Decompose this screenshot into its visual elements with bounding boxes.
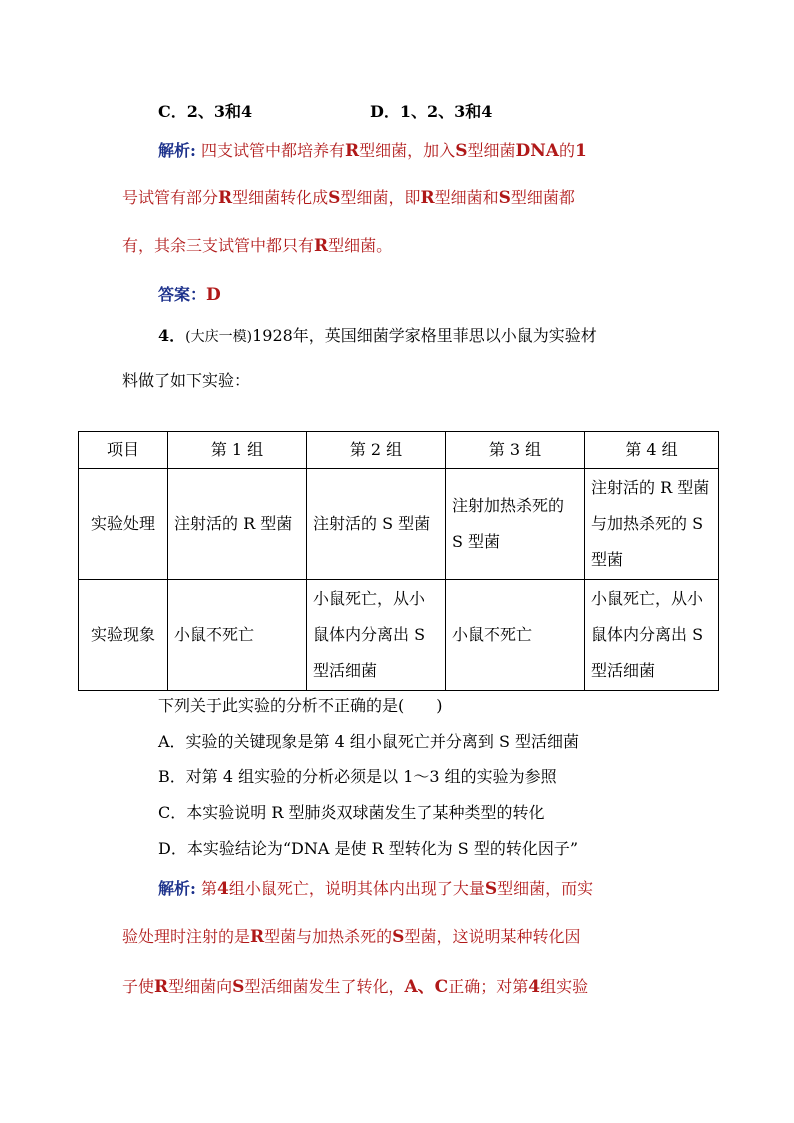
text-segment: 型细菌和 — [434, 188, 499, 207]
text-segment: S — [392, 927, 405, 947]
table-cell: 小鼠不死亡 — [168, 580, 307, 691]
text-segment: 子使 — [122, 977, 155, 996]
table-header-row — [79, 432, 719, 469]
table-cell: 小鼠不死亡 — [446, 580, 585, 691]
analysis1-label: 解析: — [158, 141, 196, 160]
analysis1-line2 — [122, 185, 575, 208]
text-segment: 有，其余三支试管中都只有 — [122, 236, 315, 255]
choice-a: A．实验的关键现象是第 4 组小鼠死亡并分离到 S 型活细菌 — [158, 732, 580, 751]
text-segment: 型菌与加热杀死的 — [264, 927, 393, 946]
table-cell: 注射活的 R 型菌 — [168, 469, 307, 580]
text-segment: 4 — [528, 977, 541, 997]
question4-text1: 1928年，英国细菌学家格里菲思以小鼠为实验材 — [252, 326, 597, 345]
text-segment: 型活细菌发生了转化， — [244, 977, 405, 996]
text-segment: R — [250, 927, 265, 947]
text-segment: DNA — [515, 141, 559, 161]
text-segment: S — [232, 977, 245, 997]
text-segment: 型细菌都 — [510, 188, 575, 207]
text-segment: S — [328, 188, 341, 208]
table-cell: 小鼠死亡，从小鼠体内分离出 S 型活细菌 — [307, 580, 446, 691]
text-segment: 正确；对第 — [448, 977, 529, 996]
text-segment: 1 — [574, 141, 587, 161]
text-segment: 第 — [201, 879, 218, 898]
experiment-table — [78, 431, 719, 691]
text-segment: S — [498, 188, 511, 208]
text-segment: R — [420, 188, 435, 208]
text-segment: 型细菌 — [467, 141, 516, 160]
analysis1-line3 — [122, 233, 392, 256]
choice-c: C．本实验说明 R 型肺炎双球菌发生了某种类型的转化 — [158, 803, 545, 822]
choice-b: B．对第 4 组实验的分析必须是以 1～3 组的实验为参照 — [158, 767, 557, 786]
text-segment: 组小鼠死亡，说明其体内出现了大量 — [228, 879, 485, 898]
table-cell: 实验现象 — [79, 580, 168, 691]
table-cell: 小鼠死亡，从小鼠体内分离出 S 型活细菌 — [585, 580, 719, 691]
text-segment: 型细菌向 — [168, 977, 233, 996]
answer1 — [158, 282, 221, 305]
analysis2-line3 — [122, 972, 588, 997]
answer1-label: 答案： — [158, 285, 207, 304]
table-header-cell: 第 1 组 — [168, 432, 307, 469]
text-segment: 四支试管中都培养有 — [201, 141, 346, 160]
question-stem: 下列关于此实验的分析不正确的是( ) — [158, 696, 443, 715]
table-header-cell: 项目 — [79, 432, 168, 469]
text-segment: 型细菌，而实 — [497, 879, 594, 898]
text-segment: 号试管有部分 — [122, 188, 219, 207]
table-header-cell: 第 3 组 — [446, 432, 585, 469]
table-cell: 注射加热杀死的 S 型菌 — [446, 469, 585, 580]
text-segment: R — [154, 977, 169, 997]
option-d: D．1、2、3和4 — [370, 102, 493, 121]
text-segment: 型细菌，即 — [340, 188, 421, 207]
text-segment: R — [345, 141, 360, 161]
table-cell: 注射活的 S 型菌 — [307, 469, 446, 580]
analysis2-label: 解析: — [158, 879, 196, 898]
question4-number: 4． — [158, 326, 186, 345]
question4-source: (大庆一模) — [185, 329, 253, 345]
text-segment: 型细菌转化成 — [232, 188, 329, 207]
analysis2-line1 — [158, 876, 593, 899]
text-segment: A、C — [404, 977, 449, 997]
table-header-cell: 第 4 组 — [585, 432, 719, 469]
text-segment: S — [484, 879, 498, 899]
choice-d: D．本实验结论为“DNA 是使 R 型转化为 S 型的转化因子” — [158, 839, 579, 858]
table-row — [79, 580, 719, 691]
text-segment: S — [455, 141, 468, 161]
text-segment: 型细菌，加入 — [359, 141, 456, 160]
question4-line2: 料做了如下实验： — [122, 371, 251, 390]
text-segment: R — [218, 188, 233, 208]
table-header-cell: 第 2 组 — [307, 432, 446, 469]
text-segment: 组实验 — [540, 977, 589, 996]
answer1-value: D — [206, 285, 221, 305]
text-segment: 型菌，这说明某种转化因 — [404, 927, 581, 946]
text-segment: R — [314, 236, 329, 256]
question4-line1 — [158, 323, 597, 346]
table-cell: 实验处理 — [79, 469, 168, 580]
text-segment: 验处理时注射的是 — [122, 927, 251, 946]
option-c: C．2、3和4 — [158, 102, 253, 121]
analysis1-line1 — [158, 138, 587, 161]
text-segment: 型细菌。 — [328, 236, 393, 255]
table-row — [79, 469, 719, 580]
table-cell: 注射活的 R 型菌与加热杀死的 S 型菌 — [585, 469, 719, 580]
text-segment: 的 — [558, 141, 575, 160]
analysis2-line2 — [122, 924, 580, 947]
text-segment: 4 — [217, 879, 229, 899]
